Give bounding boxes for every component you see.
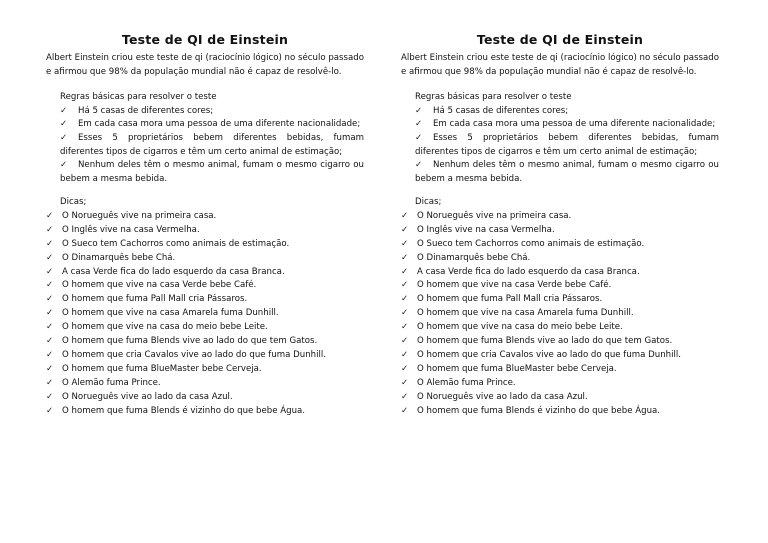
tip-item (46, 238, 364, 252)
tip-item (401, 252, 719, 266)
tip-text: O Sueco tem Cachorros como animais de estimação. (417, 238, 645, 249)
tip-item (401, 349, 719, 363)
rule-text: Em cada casa mora uma pessoa de uma diferente nacionalidade; (78, 119, 361, 130)
check-icon: ✓ (46, 322, 54, 333)
check-icon: ✓ (46, 210, 54, 221)
check-icon: ✓ (46, 252, 54, 263)
page-title: Teste de QI de Einstein (476, 32, 644, 47)
page-title: Teste de QI de Einstein (121, 32, 289, 47)
check-icon: ✓ (415, 160, 423, 171)
tip-item (46, 405, 364, 419)
tip-item (46, 335, 364, 349)
tip-text: O homem que fuma BlueMaster bebe Cerveja. (417, 363, 617, 374)
tip-item (46, 391, 364, 405)
tip-item (46, 210, 364, 224)
tips-list (46, 210, 364, 419)
check-icon: ✓ (401, 405, 409, 416)
tip-text: O Norueguês vive ao lado da casa Azul. (62, 391, 233, 402)
tip-item (401, 266, 719, 280)
check-icon: ✓ (46, 391, 54, 402)
rule-item (60, 105, 364, 119)
tip-text: O homem que fuma Blends vive ao lado do que tem Gatos. (417, 336, 673, 347)
tip-item (401, 210, 719, 224)
check-icon: ✓ (60, 119, 68, 130)
right-copy (401, 32, 719, 419)
left-copy (46, 32, 364, 419)
check-icon: ✓ (401, 322, 409, 333)
tip-item (401, 377, 719, 391)
rules-section (46, 91, 364, 186)
tip-text: O Sueco tem Cachorros como animais de estimação. (62, 238, 290, 249)
tip-text: A casa Verde fica do lado esquerdo da casa Branca. (62, 266, 285, 277)
tip-text: O Inglês vive na casa Vermelha. (62, 224, 200, 235)
tip-item (46, 349, 364, 363)
tip-text: O Dinamarquês bebe Chá. (417, 252, 531, 263)
tip-item (46, 224, 364, 238)
tips-heading: Dicas; (60, 197, 87, 208)
check-icon: ✓ (401, 224, 409, 235)
tip-item (401, 224, 719, 238)
tip-item (46, 307, 364, 321)
tip-item (46, 377, 364, 391)
rules-section (401, 91, 719, 186)
tip-text: O homem que fuma Blends é vizinho do que bebe Água. (62, 405, 306, 416)
tip-text: O homem que vive na casa Verde bebe Café. (417, 280, 612, 291)
check-icon: ✓ (401, 266, 409, 277)
rule-text: Esses 5 proprietários bebem diferentes bebidas, fumam diferentes tipos de cigarros e têm um certo animal de estimação; (60, 132, 364, 157)
rules-heading: Regras básicas para resolver o teste (415, 92, 572, 103)
tip-item (401, 363, 719, 377)
tip-text: O homem que fuma Blends é vizinho do que bebe Água. (417, 405, 661, 416)
check-icon: ✓ (415, 105, 423, 116)
check-icon: ✓ (401, 363, 409, 374)
tip-item (401, 293, 719, 307)
check-icon: ✓ (415, 132, 423, 143)
tip-item (401, 307, 719, 321)
rule-item (60, 132, 364, 159)
tip-item (401, 405, 719, 419)
intro-paragraph: Albert Einstein criou este teste de qi (raciocínio lógico) no século passado e afirmou que 98% da população mundial não é capaz de resolvê-lo. (46, 53, 364, 77)
tips-list (401, 210, 719, 419)
check-icon: ✓ (46, 377, 54, 388)
tip-text: O homem que vive na casa do meio bebe Leite. (62, 322, 268, 333)
tip-text: O homem que fuma Pall Mall cria Pássaros. (62, 294, 248, 305)
check-icon: ✓ (401, 350, 409, 360)
tip-text: O homem que vive na casa Amarela fuma Dunhill. (417, 308, 634, 319)
intro-paragraph: Albert Einstein criou este teste de qi (raciocínio lógico) no século passado e afirmou que 98% da população mundial não é capaz de resolvê-lo. (401, 53, 719, 77)
tip-text: O homem que cria Cavalos vive ao lado do que fuma Dunhill. (62, 350, 326, 360)
tip-text: O Norueguês vive ao lado da casa Azul. (417, 391, 588, 402)
tips-heading: Dicas; (415, 197, 442, 208)
tip-item (46, 279, 364, 293)
tip-text: O Alemão fuma Prince. (62, 377, 161, 388)
check-icon: ✓ (46, 308, 54, 319)
check-icon: ✓ (46, 405, 54, 416)
tip-item (46, 252, 364, 266)
tip-item (46, 321, 364, 335)
check-icon: ✓ (46, 224, 54, 235)
tip-text: O homem que fuma Blends vive ao lado do que tem Gatos. (62, 336, 318, 347)
tip-item (401, 391, 719, 405)
tip-item (401, 321, 719, 335)
rule-text: Em cada casa mora uma pessoa de uma diferente nacionalidade; (433, 119, 716, 130)
rule-item (60, 159, 364, 186)
tip-text: O Inglês vive na casa Vermelha. (417, 224, 555, 235)
tip-text: O homem que fuma Pall Mall cria Pássaros. (417, 294, 603, 305)
rule-item (415, 118, 719, 132)
tip-text: O homem que vive na casa Amarela fuma Dunhill. (62, 308, 279, 319)
tip-item (401, 279, 719, 293)
tip-text: O Dinamarquês bebe Chá. (62, 252, 176, 263)
check-icon: ✓ (60, 160, 68, 171)
rules-heading: Regras básicas para resolver o teste (60, 92, 217, 103)
check-icon: ✓ (401, 308, 409, 319)
rule-item (415, 105, 719, 119)
check-icon: ✓ (401, 294, 409, 305)
tip-text: O Norueguês vive na primeira casa. (62, 210, 217, 221)
tip-item (46, 363, 364, 377)
tip-item (401, 238, 719, 252)
tip-text: A casa Verde fica do lado esquerdo da casa Branca. (417, 266, 640, 277)
check-icon: ✓ (46, 336, 54, 347)
check-icon: ✓ (401, 391, 409, 402)
rule-text: Nenhum deles têm o mesmo animal, fumam o mesmo cigarro ou bebem a mesma bebida. (60, 160, 364, 184)
tip-text: O Alemão fuma Prince. (417, 377, 516, 388)
tip-item (46, 293, 364, 307)
check-icon: ✓ (60, 105, 68, 116)
tip-text: O homem que vive na casa Verde bebe Café. (62, 280, 257, 291)
tip-text: O homem que cria Cavalos vive ao lado do que fuma Dunhill. (417, 350, 681, 360)
check-icon: ✓ (46, 294, 54, 305)
check-icon: ✓ (401, 280, 409, 291)
rule-text: Há 5 casas de diferentes cores; (433, 105, 569, 116)
check-icon: ✓ (46, 266, 54, 277)
check-icon: ✓ (401, 252, 409, 263)
check-icon: ✓ (46, 363, 54, 374)
rule-item (60, 118, 364, 132)
check-icon: ✓ (415, 119, 423, 130)
tip-text: O Norueguês vive na primeira casa. (417, 210, 572, 221)
tip-text: O homem que fuma BlueMaster bebe Cerveja. (62, 363, 262, 374)
tip-text: O homem que vive na casa do meio bebe Leite. (417, 322, 623, 333)
tip-item (46, 266, 364, 280)
check-icon: ✓ (46, 280, 54, 291)
check-icon: ✓ (401, 210, 409, 221)
check-icon: ✓ (401, 238, 409, 249)
tip-item (401, 335, 719, 349)
check-icon: ✓ (60, 132, 68, 143)
rule-item (415, 132, 719, 159)
check-icon: ✓ (46, 238, 54, 249)
check-icon: ✓ (401, 377, 409, 388)
check-icon: ✓ (401, 336, 409, 347)
rule-item (415, 159, 719, 186)
check-icon: ✓ (46, 350, 54, 360)
rule-text: Há 5 casas de diferentes cores; (78, 105, 214, 116)
rule-text: Nenhum deles têm o mesmo animal, fumam o mesmo cigarro ou bebem a mesma bebida. (415, 160, 719, 184)
rule-text: Esses 5 proprietários bebem diferentes bebidas, fumam diferentes tipos de cigarros e têm um certo animal de estimação; (415, 132, 719, 157)
